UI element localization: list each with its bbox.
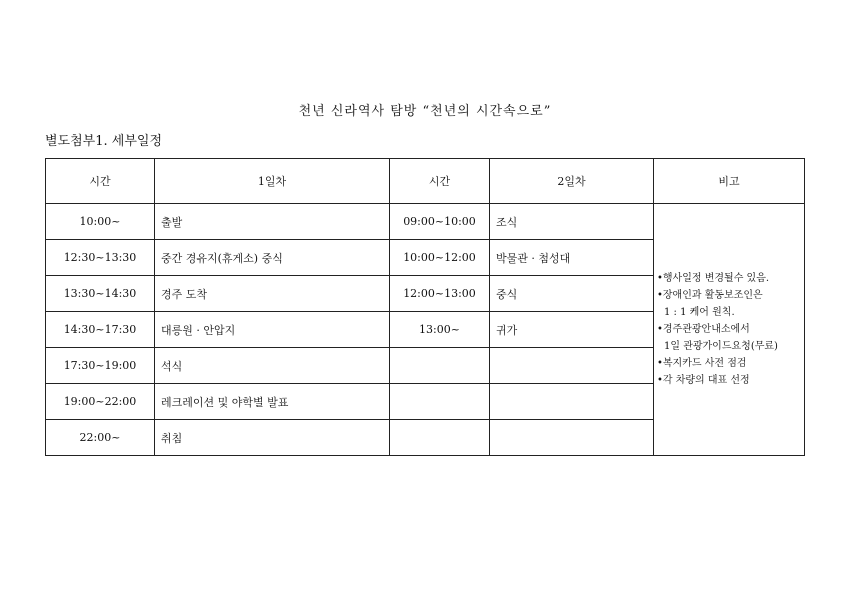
header-time-day2: 시간 xyxy=(390,159,490,204)
day2-time-cell xyxy=(390,384,490,420)
day1-activity-cell: 대릉원 · 안압지 xyxy=(155,312,390,348)
note-line: 1일 관광가이드요청(무료) xyxy=(664,341,778,352)
note-line: 1 : 1 케어 원칙. xyxy=(664,307,735,318)
day2-activity-cell xyxy=(490,348,654,384)
day2-activity-cell: 귀가 xyxy=(490,312,654,348)
day2-time-cell: 10:00~12:00 xyxy=(390,240,490,276)
day2-time-cell: 13:00~ xyxy=(390,312,490,348)
day2-activity-cell: 조식 xyxy=(490,204,654,240)
note-line: •행사일정 변경될수 있음. xyxy=(657,273,770,284)
header-day1: 1일차 xyxy=(155,159,390,204)
day2-activity-cell: 박물관 · 첨성대 xyxy=(490,240,654,276)
day2-activity-cell xyxy=(490,384,654,420)
day2-activity-cell xyxy=(490,420,654,456)
day1-time-cell: 13:30~14:30 xyxy=(46,276,155,312)
header-notes: 비고 xyxy=(654,159,805,204)
note-line: •장애인과 활동보조인은 xyxy=(657,290,763,301)
table-row xyxy=(46,204,805,240)
notes-cell xyxy=(654,204,805,456)
header-row xyxy=(46,159,805,204)
header-day2: 2일차 xyxy=(490,159,654,204)
day1-time-cell: 12:30~13:30 xyxy=(46,240,155,276)
schedule-table xyxy=(45,158,805,456)
day1-time-cell: 17:30~19:00 xyxy=(46,348,155,384)
day1-activity-cell: 석식 xyxy=(155,348,390,384)
day1-time-cell: 10:00~ xyxy=(46,204,155,240)
day1-activity-cell: 레크레이션 및 야학별 발표 xyxy=(155,384,390,420)
note-line: •경주관광안내소에서 xyxy=(657,324,750,335)
day1-activity-cell: 경주 도착 xyxy=(155,276,390,312)
day1-time-cell: 22:00~ xyxy=(46,420,155,456)
day1-time-cell: 19:00~22:00 xyxy=(46,384,155,420)
day1-activity-cell: 중간 경유지(휴게소) 중식 xyxy=(155,240,390,276)
note-line: •각 차량의 대표 선정 xyxy=(657,375,750,386)
day2-activity-cell: 중식 xyxy=(490,276,654,312)
document-title: 천년 신라역사 탐방 “천년의 시간속으로” xyxy=(298,104,552,119)
day2-time-cell xyxy=(390,420,490,456)
day1-activity-cell: 취침 xyxy=(155,420,390,456)
header-time-day1: 시간 xyxy=(46,159,155,204)
day2-time-cell: 12:00~13:00 xyxy=(390,276,490,312)
attachment-label: 별도첨부1. 세부일정 xyxy=(45,134,162,149)
day1-activity-cell: 출발 xyxy=(155,204,390,240)
note-line: •복지카드 사전 점검 xyxy=(657,358,747,369)
day2-time-cell xyxy=(390,348,490,384)
day1-time-cell: 14:30~17:30 xyxy=(46,312,155,348)
day2-time-cell: 09:00~10:00 xyxy=(390,204,490,240)
